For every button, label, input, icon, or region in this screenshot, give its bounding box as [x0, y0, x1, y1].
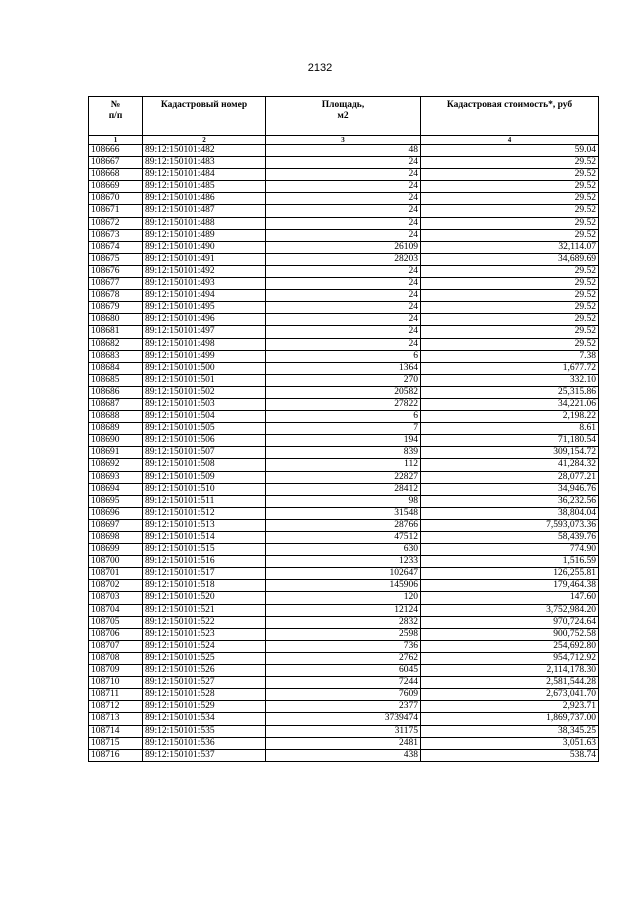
area-value: 20582 [266, 386, 421, 398]
area-value: 28766 [266, 519, 421, 531]
row-index: 108702 [89, 580, 143, 592]
cadastral-number: 89:12:150101:508 [143, 459, 266, 471]
row-index: 108667 [89, 157, 143, 169]
table-row [89, 556, 599, 568]
row-index: 108673 [89, 229, 143, 241]
area-value: 2762 [266, 652, 421, 664]
cadastral-number: 89:12:150101:529 [143, 701, 266, 713]
cadastral-value: 2,923.71 [421, 701, 599, 713]
area-value: 6 [266, 350, 421, 362]
area-value: 2481 [266, 737, 421, 749]
cadastral-number: 89:12:150101:535 [143, 725, 266, 737]
table-row [89, 169, 599, 181]
row-index: 108691 [89, 447, 143, 459]
row-index: 108686 [89, 386, 143, 398]
cadastral-value: 29.52 [421, 265, 599, 277]
cadastral-number: 89:12:150101:496 [143, 314, 266, 326]
cadastral-number: 89:12:150101:504 [143, 411, 266, 423]
table-row [89, 519, 599, 531]
cadastral-number: 89:12:150101:505 [143, 423, 266, 435]
row-index: 108710 [89, 677, 143, 689]
row-index: 108707 [89, 640, 143, 652]
area-value: 22827 [266, 471, 421, 483]
cadastral-number: 89:12:150101:512 [143, 507, 266, 519]
table-row [89, 314, 599, 326]
cadastral-number: 89:12:150101:516 [143, 556, 266, 568]
table-row [89, 145, 599, 157]
cadastral-number: 89:12:150101:493 [143, 278, 266, 290]
table-row [89, 386, 599, 398]
cadastral-number: 89:12:150101:488 [143, 217, 266, 229]
row-index: 108694 [89, 483, 143, 495]
cadastral-value: 29.52 [421, 157, 599, 169]
table-row [89, 471, 599, 483]
row-index: 108713 [89, 713, 143, 725]
row-index: 108706 [89, 628, 143, 640]
area-value: 98 [266, 495, 421, 507]
table-row [89, 737, 599, 749]
table-row [89, 459, 599, 471]
area-value: 24 [266, 326, 421, 338]
area-value: 24 [266, 157, 421, 169]
table-row [89, 157, 599, 169]
cadastral-value: 774.90 [421, 544, 599, 556]
table-row [89, 278, 599, 290]
header-cadastral-number: Кадастровый номер [143, 97, 266, 136]
cadastral-number: 89:12:150101:484 [143, 169, 266, 181]
area-value: 28203 [266, 253, 421, 265]
column-number: 3 [266, 136, 421, 145]
area-value: 12124 [266, 604, 421, 616]
table-row [89, 265, 599, 277]
table-row [89, 302, 599, 314]
table-row [89, 423, 599, 435]
cadastral-value: 58,439.76 [421, 532, 599, 544]
cadastral-number: 89:12:150101:501 [143, 374, 266, 386]
cadastral-value: 34,221.06 [421, 398, 599, 410]
cadastral-value: 2,114,178.30 [421, 665, 599, 677]
area-value: 24 [266, 290, 421, 302]
cadastral-number: 89:12:150101:494 [143, 290, 266, 302]
table-row [89, 701, 599, 713]
cadastral-table [88, 96, 599, 762]
cadastral-number: 89:12:150101:518 [143, 580, 266, 592]
cadastral-value: 29.52 [421, 338, 599, 350]
row-index: 108705 [89, 616, 143, 628]
cadastral-number: 89:12:150101:495 [143, 302, 266, 314]
cadastral-number: 89:12:150101:507 [143, 447, 266, 459]
row-index: 108669 [89, 181, 143, 193]
row-index: 108683 [89, 350, 143, 362]
area-value: 24 [266, 265, 421, 277]
cadastral-value: 25,315.86 [421, 386, 599, 398]
table-row [89, 495, 599, 507]
table-row [89, 374, 599, 386]
header-index: № п/п [89, 97, 143, 136]
table-row [89, 326, 599, 338]
cadastral-number: 89:12:150101:536 [143, 737, 266, 749]
cadastral-number: 89:12:150101:523 [143, 628, 266, 640]
area-value: 24 [266, 193, 421, 205]
area-value: 24 [266, 217, 421, 229]
column-number: 2 [143, 136, 266, 145]
cadastral-number: 89:12:150101:498 [143, 338, 266, 350]
table-row [89, 338, 599, 350]
area-value: 1364 [266, 362, 421, 374]
area-value: 47512 [266, 532, 421, 544]
area-value: 27822 [266, 398, 421, 410]
row-index: 108688 [89, 411, 143, 423]
row-index: 108709 [89, 665, 143, 677]
row-index: 108703 [89, 592, 143, 604]
area-value: 112 [266, 459, 421, 471]
cadastral-number: 89:12:150101:534 [143, 713, 266, 725]
row-index: 108692 [89, 459, 143, 471]
cadastral-value: 29.52 [421, 278, 599, 290]
cadastral-value: 29.52 [421, 229, 599, 241]
row-index: 108715 [89, 737, 143, 749]
row-index: 108666 [89, 145, 143, 157]
table-row [89, 689, 599, 701]
cadastral-value: 29.52 [421, 181, 599, 193]
cadastral-number: 89:12:150101:515 [143, 544, 266, 556]
cadastral-value: 147.60 [421, 592, 599, 604]
cadastral-value: 36,232.56 [421, 495, 599, 507]
cadastral-number: 89:12:150101:513 [143, 519, 266, 531]
table-row [89, 362, 599, 374]
cadastral-value: 34,946.76 [421, 483, 599, 495]
table-row [89, 628, 599, 640]
cadastral-value: 29.52 [421, 205, 599, 217]
cadastral-number: 89:12:150101:483 [143, 157, 266, 169]
row-index: 108689 [89, 423, 143, 435]
cadastral-number: 89:12:150101:509 [143, 471, 266, 483]
table-row [89, 229, 599, 241]
cadastral-number: 89:12:150101:485 [143, 181, 266, 193]
column-number: 4 [421, 136, 599, 145]
cadastral-value: 954,712.92 [421, 652, 599, 664]
area-value: 736 [266, 640, 421, 652]
area-value: 6045 [266, 665, 421, 677]
row-index: 108698 [89, 532, 143, 544]
area-value: 24 [266, 181, 421, 193]
cadastral-number: 89:12:150101:497 [143, 326, 266, 338]
table-row [89, 749, 599, 761]
row-index: 108687 [89, 398, 143, 410]
table-row [89, 677, 599, 689]
cadastral-value: 332.10 [421, 374, 599, 386]
row-index: 108679 [89, 302, 143, 314]
cadastral-value: 41,284.32 [421, 459, 599, 471]
row-index: 108690 [89, 435, 143, 447]
cadastral-value: 71,180.54 [421, 435, 599, 447]
table-row [89, 592, 599, 604]
area-value: 6 [266, 411, 421, 423]
row-index: 108681 [89, 326, 143, 338]
area-value: 24 [266, 278, 421, 290]
cadastral-number: 89:12:150101:489 [143, 229, 266, 241]
cadastral-value: 1,516.59 [421, 556, 599, 568]
area-value: 2598 [266, 628, 421, 640]
row-index: 108678 [89, 290, 143, 302]
table-row [89, 713, 599, 725]
cadastral-value: 32,114.07 [421, 241, 599, 253]
page-number: 2132 [307, 62, 333, 74]
area-value: 438 [266, 749, 421, 761]
cadastral-value: 1,869,737.00 [421, 713, 599, 725]
table-row [89, 652, 599, 664]
cadastral-value: 254,692.80 [421, 640, 599, 652]
cadastral-number: 89:12:150101:482 [143, 145, 266, 157]
cadastral-value: 29.52 [421, 217, 599, 229]
cadastral-value: 38,804.04 [421, 507, 599, 519]
row-index: 108672 [89, 217, 143, 229]
row-index: 108699 [89, 544, 143, 556]
area-value: 24 [266, 338, 421, 350]
cadastral-number: 89:12:150101:487 [143, 205, 266, 217]
cadastral-number: 89:12:150101:520 [143, 592, 266, 604]
cadastral-value: 8.61 [421, 423, 599, 435]
cadastral-number: 89:12:150101:525 [143, 652, 266, 664]
cadastral-value: 1,677.72 [421, 362, 599, 374]
area-value: 24 [266, 314, 421, 326]
table-row [89, 447, 599, 459]
cadastral-value: 2,581,544.28 [421, 677, 599, 689]
table-row [89, 217, 599, 229]
header-area: Площадь, м2 [266, 97, 421, 136]
cadastral-number: 89:12:150101:490 [143, 241, 266, 253]
table-row [89, 532, 599, 544]
area-value: 26109 [266, 241, 421, 253]
row-index: 108670 [89, 193, 143, 205]
table-row [89, 398, 599, 410]
cadastral-number: 89:12:150101:521 [143, 604, 266, 616]
table-row [89, 665, 599, 677]
cadastral-number: 89:12:150101:492 [143, 265, 266, 277]
cadastral-value: 29.52 [421, 290, 599, 302]
area-value: 3739474 [266, 713, 421, 725]
area-value: 24 [266, 169, 421, 181]
table-row [89, 507, 599, 519]
cadastral-value: 970,724.64 [421, 616, 599, 628]
cadastral-value: 2,198.22 [421, 411, 599, 423]
row-index: 108701 [89, 568, 143, 580]
table-row [89, 205, 599, 217]
area-value: 24 [266, 229, 421, 241]
cadastral-value: 538.74 [421, 749, 599, 761]
cadastral-value: 3,752,984.20 [421, 604, 599, 616]
area-value: 7609 [266, 689, 421, 701]
cadastral-number: 89:12:150101:502 [143, 386, 266, 398]
cadastral-value: 59.04 [421, 145, 599, 157]
cadastral-value: 28,077.21 [421, 471, 599, 483]
area-value: 270 [266, 374, 421, 386]
table-row [89, 350, 599, 362]
row-index: 108712 [89, 701, 143, 713]
cadastral-value: 900,752.58 [421, 628, 599, 640]
row-index: 108693 [89, 471, 143, 483]
table-row [89, 725, 599, 737]
table-row [89, 290, 599, 302]
table-row [89, 483, 599, 495]
row-index: 108697 [89, 519, 143, 531]
table-row [89, 435, 599, 447]
area-value: 145906 [266, 580, 421, 592]
cadastral-number: 89:12:150101:537 [143, 749, 266, 761]
cadastral-number: 89:12:150101:517 [143, 568, 266, 580]
row-index: 108704 [89, 604, 143, 616]
row-index: 108700 [89, 556, 143, 568]
area-value: 194 [266, 435, 421, 447]
row-index: 108668 [89, 169, 143, 181]
table-row [89, 241, 599, 253]
row-index: 108684 [89, 362, 143, 374]
cadastral-value: 309,154.72 [421, 447, 599, 459]
cadastral-number: 89:12:150101:522 [143, 616, 266, 628]
row-index: 108674 [89, 241, 143, 253]
cadastral-value: 38,345.25 [421, 725, 599, 737]
table-row [89, 544, 599, 556]
area-value: 7 [266, 423, 421, 435]
row-index: 108695 [89, 495, 143, 507]
area-value: 839 [266, 447, 421, 459]
cadastral-number: 89:12:150101:491 [143, 253, 266, 265]
area-value: 630 [266, 544, 421, 556]
cadastral-number: 89:12:150101:514 [143, 532, 266, 544]
table-row [89, 568, 599, 580]
cadastral-number: 89:12:150101:500 [143, 362, 266, 374]
area-value: 48 [266, 145, 421, 157]
column-number: 1 [89, 136, 143, 145]
cadastral-value: 29.52 [421, 193, 599, 205]
cadastral-value: 179,464.38 [421, 580, 599, 592]
area-value: 120 [266, 592, 421, 604]
cadastral-value: 126,255.81 [421, 568, 599, 580]
table-row [89, 604, 599, 616]
cadastral-value: 34,689.69 [421, 253, 599, 265]
row-index: 108716 [89, 749, 143, 761]
cadastral-value: 29.52 [421, 314, 599, 326]
area-value: 24 [266, 205, 421, 217]
area-value: 31175 [266, 725, 421, 737]
cadastral-value: 7,593,073.36 [421, 519, 599, 531]
table-row [89, 193, 599, 205]
cadastral-number: 89:12:150101:511 [143, 495, 266, 507]
row-index: 108680 [89, 314, 143, 326]
table-row [89, 181, 599, 193]
area-value: 24 [266, 302, 421, 314]
area-value: 2832 [266, 616, 421, 628]
area-value: 2377 [266, 701, 421, 713]
cadastral-number: 89:12:150101:510 [143, 483, 266, 495]
table-row [89, 411, 599, 423]
row-index: 108675 [89, 253, 143, 265]
cadastral-value: 29.52 [421, 326, 599, 338]
table-row [89, 580, 599, 592]
row-index: 108696 [89, 507, 143, 519]
cadastral-number: 89:12:150101:486 [143, 193, 266, 205]
area-value: 102647 [266, 568, 421, 580]
row-index: 108676 [89, 265, 143, 277]
cadastral-number: 89:12:150101:527 [143, 677, 266, 689]
cadastral-value: 2,673,041.70 [421, 689, 599, 701]
cadastral-number: 89:12:150101:524 [143, 640, 266, 652]
row-index: 108685 [89, 374, 143, 386]
cadastral-number: 89:12:150101:506 [143, 435, 266, 447]
cadastral-number: 89:12:150101:499 [143, 350, 266, 362]
area-value: 31548 [266, 507, 421, 519]
table-row [89, 616, 599, 628]
cadastral-value: 29.52 [421, 302, 599, 314]
cadastral-number: 89:12:150101:503 [143, 398, 266, 410]
area-value: 7244 [266, 677, 421, 689]
table-row [89, 253, 599, 265]
row-index: 108671 [89, 205, 143, 217]
row-index: 108711 [89, 689, 143, 701]
column-number-row [89, 136, 599, 145]
row-index: 108708 [89, 652, 143, 664]
cadastral-value: 7.38 [421, 350, 599, 362]
area-value: 1233 [266, 556, 421, 568]
row-index: 108714 [89, 725, 143, 737]
table-header-row [89, 97, 599, 136]
cadastral-number: 89:12:150101:528 [143, 689, 266, 701]
header-cadastral-value: Кадастровая стоимость*, руб [421, 97, 599, 136]
row-index: 108677 [89, 278, 143, 290]
area-value: 28412 [266, 483, 421, 495]
cadastral-value: 3,051.63 [421, 737, 599, 749]
cadastral-number: 89:12:150101:526 [143, 665, 266, 677]
table-row [89, 640, 599, 652]
cadastral-value: 29.52 [421, 169, 599, 181]
row-index: 108682 [89, 338, 143, 350]
